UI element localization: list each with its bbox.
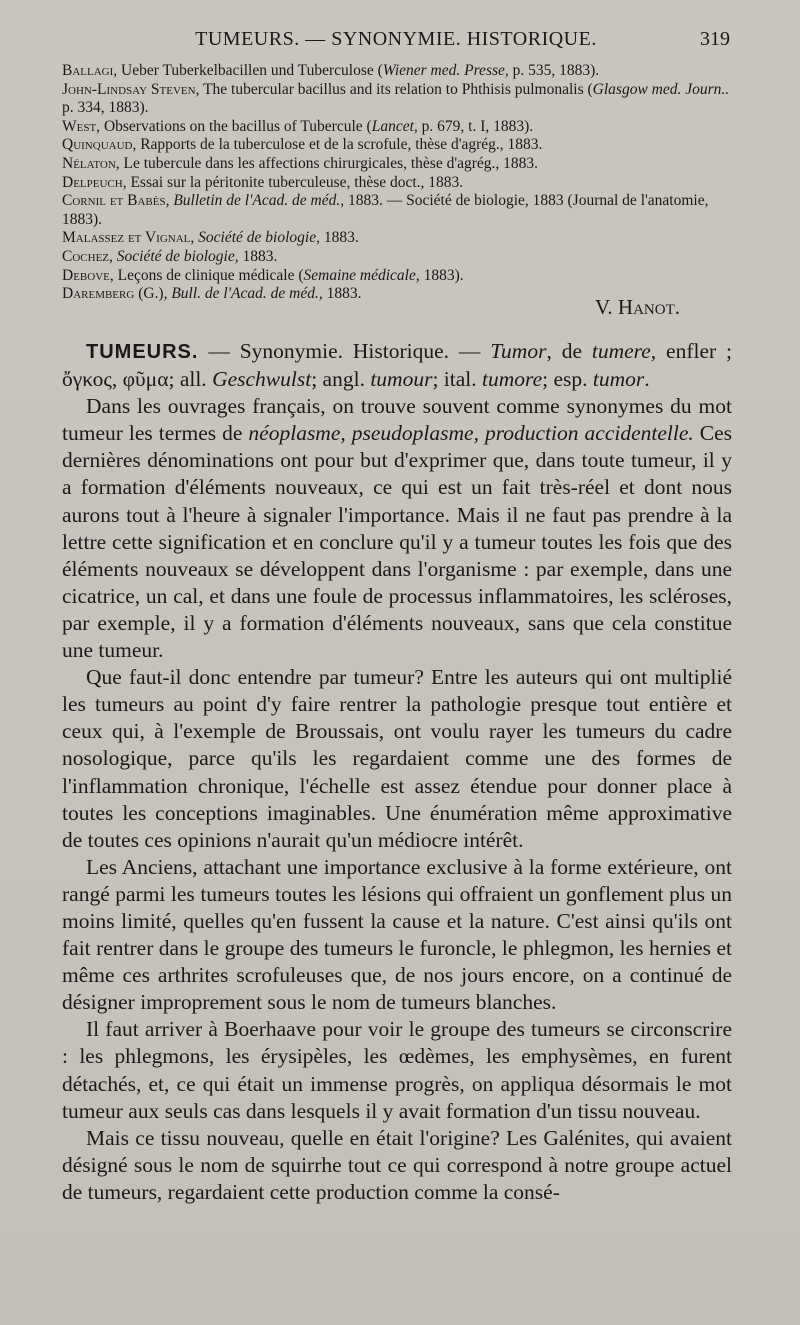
page-number: 319 [700,28,730,50]
entry-de: , de [546,339,592,363]
reference-entry [62,192,732,229]
page-header [62,28,730,58]
term-tumour: tumour [370,367,433,392]
reference-text: Essai sur la péritonite tuberculeuse, thèse doct., 1883. [126,173,464,191]
reference-tail: p. 679, t. I, 1883). [417,117,534,135]
reference-text: Ueber Tuberkelbacillen und Tuberculose ( [117,62,383,79]
reference-entry [62,81,732,118]
paragraph-2: Que faut-il donc entendre par tumeur? Entre les auteurs qui ont multiplié les tumeurs au point d'y faire rentrer la pathologie presque tout entière et ceux qui, à l'exemple de Broussais, ont voulu rayer les tumeurs du cadre nosologique, parce qu'ils les regardaient comme une des formes de l'inflammation chronique, l'échelle est assez étendue pour donner place à toutes les conceptions imaginables. Une énumération même approximative de toutes ces opinions n'aurait qu'un médiocre intérêt. [62,665,732,852]
p1-terms: néoplasme, pseudoplasme, production accidentelle. [248,421,694,446]
reference-italic: Semaine médicale, [303,266,420,284]
reference-text: Le tubercule dans les affections chirurgicales, thèse d'agrég., 1883. [119,154,539,172]
reference-tail: 1883. — Société de biologie, 1883 (Journal de l'anatomie, 1883). [62,192,709,228]
term-geschwulst: Geschwulst [212,367,312,392]
reference-author: John-Lindsay Steven, [62,80,200,98]
reference-italic: Wiener med. Presse, [382,62,509,79]
paragraph-4: Il faut arriver à Boerhaave pour voir le groupe des tumeurs se circonscrire : les phlegmons, les érysipèles, les œdèmes, les emphysèmes, en furent détachés, et, ce qui était un immense progrès, on appliqua désormais le mot tumeur aux seuls cas dans lesquels il y avait formation d'un tissu nouveau. [62,1017,732,1123]
reference-author: Quinquaud, [62,136,137,154]
reference-text: Observations on the bacillus of Tubercule ( [100,117,372,135]
entry-angl: ; angl. [311,367,371,392]
entry-esp: ; esp. [542,367,593,392]
reference-text: (G.), [134,285,172,303]
term-tumor-esp: tumor [592,367,645,392]
reference-tail: p. 334, 1883). [62,99,149,117]
paragraph-1 [62,393,732,664]
reference-entry [62,62,732,81]
reference-text: Rapports de la tuberculose et de la scrofule, thèse d'agrég., 1883. [136,136,543,154]
reference-author: Delpeuch, [62,173,127,191]
reference-entry [62,155,732,174]
reference-author: Ballagi, [62,62,118,79]
reference-tail: 1883. [322,285,362,303]
reference-italic: Bull. de l'Acad. de méd., [171,285,323,303]
reference-italic: Bulletin de l'Acad. de méd., [173,192,345,210]
reference-author: Malassez et Vignal, [62,229,195,247]
term-tumor: Tumor [490,339,547,363]
entry-heading-paragraph [62,338,732,393]
reference-italic: Glasgow med. Journ.. [592,80,730,98]
paragraph-3: Les Anciens, attachant une importance exclusive à la forme extérieure, ont rangé parmi les tumeurs toutes les lésions qui offraient un gonflement plus un moins limité, quelles qu'en fussent la cause et la nature. C'est ainsi qu'ils ont fait rentrer dans le groupe des tumeurs le furoncle, le phlegmon, les hernies et même ces arthrites scrofuleuses que, de nos jours encore, on a continué de désigner improprement sous le nom de tumeurs blanches. [62,854,732,1015]
p1-rest: Ces dernières dénominations ont pour but d'exprimer que, dans toute tumeur, il y a formation d'éléments nouveaux, ce qui est un fait très-réel et dont nous aurons tout à l'heure à signaler l'importance. Mais il ne faut pas prendre à la lettre cette signification et en conclure qu'il y a tumeur toutes les fois que des éléments nouveaux se développent dans l'organisme : par exemple, dans une cicatrice, un cal, et dans une foule de processus inflammatoires, les scléroses, par exemple, il y a formation d'éléments nouveaux, sans que cela constitue une tumeur. [62,421,733,663]
reference-author: Daremberg [62,285,135,303]
author-signature: V. Hanot. [594,295,680,319]
term-tumore: tumore [482,367,543,392]
reference-author: Nélaton, [62,154,120,172]
entry-headword: TUMEURS. [86,341,199,363]
reference-author: Cornil et Babès, [62,192,170,210]
reference-entry [62,248,732,267]
entry-greek: , enfler ; ὄγκος, φῦμα; all. [62,339,733,392]
reference-tail: 1883. [319,229,359,247]
reference-italic: Lancet, [371,117,418,135]
paragraph-5: Mais ce tissu nouveau, quelle en était l'origine? Les Galénites, qui avaient désigné sous le nom de squirrhe tout ce qui correspond à notre groupe actuel de tumeurs, regardaient cette production comme la consé- [62,1125,732,1204]
reference-author: West, [62,117,101,135]
reference-entry [62,267,732,286]
reference-text: Leçons de clinique médicale ( [113,266,304,284]
p1-start: Dans les ouvrages français, on trouve souvent comme synonymes du mot tumeur les termes de [62,394,732,446]
entry-ital: ; ital. [432,367,483,392]
entry-intro: — Synonymie. Historique. — [198,339,491,363]
reference-entry [62,229,732,248]
reference-author: Cochez, [62,247,113,265]
reference-entry [62,136,732,155]
entry-end: . [644,367,650,392]
reference-tail: 1883). [419,266,464,284]
reference-author: Debove, [62,266,114,284]
reference-entry [62,118,732,137]
article-body [62,338,732,1206]
bibliography [62,62,732,304]
reference-italic: Société de biologie, [116,247,239,265]
reference-tail: 1883. [238,247,278,265]
reference-text: The tubercular bacillus and its relation to Phthisis pulmonalis ( [199,80,593,98]
running-title: TUMEURS. — SYNONYMIE. HISTORIQUE. [195,28,597,50]
reference-tail: p. 535, 1883). [508,62,600,79]
reference-italic: Société de biologie, [198,229,320,247]
reference-entry [62,174,732,193]
term-tumere: tumere [591,339,651,363]
